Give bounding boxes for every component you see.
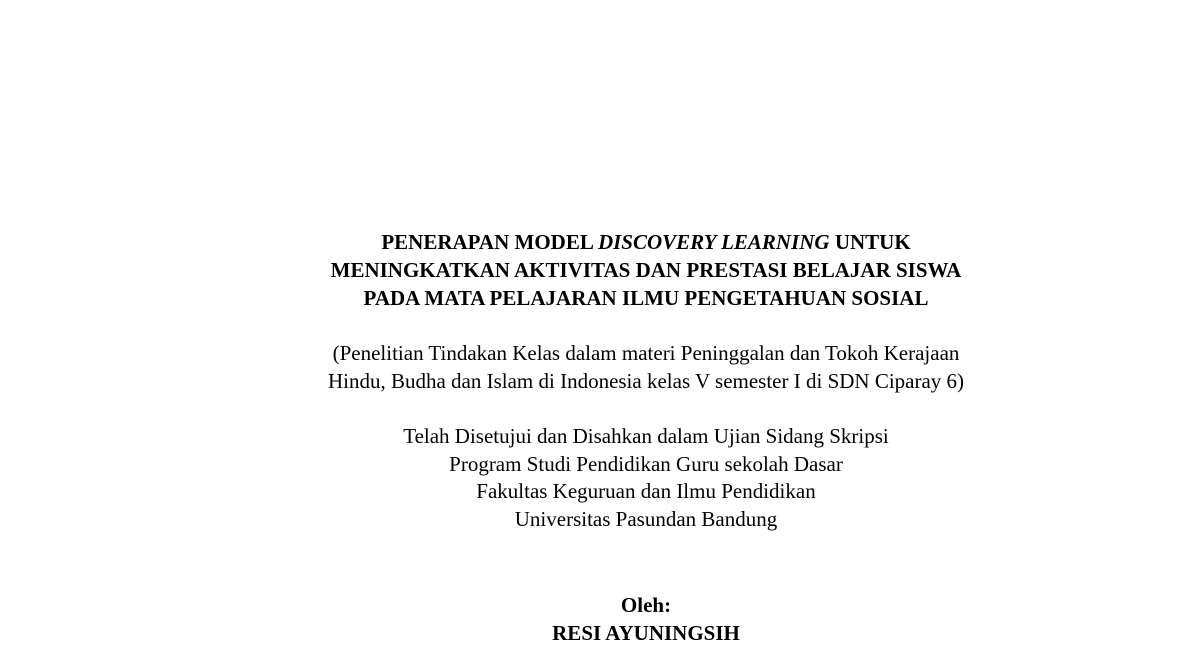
author-name: RESI AYUNINGSIH: [552, 621, 740, 645]
research-subtitle: [0, 339, 1200, 395]
approval-line-4: Universitas Pasundan Bandung: [514, 506, 778, 531]
subtitle-line-1: (Penelitian Tindakan Kelas dalam materi Peninggalan dan Tokoh Kerajaan: [332, 341, 960, 365]
approval-line-1: Telah Disetujui dan Disahkan dalam Ujian Sidang Skripsi: [403, 424, 889, 448]
title-line-1-start: PENERAPAN MODEL: [381, 230, 598, 254]
approval-line-3: Fakultas Keguruan dan Ilmu Pendidikan: [476, 479, 816, 503]
title-line-1-end: UNTUK: [829, 230, 911, 254]
approval-statement: [0, 423, 1200, 533]
title-italic-term: DISCOVERY LEARNING: [597, 230, 830, 254]
title-line-1: [0, 228, 1200, 256]
document-title: [0, 228, 1200, 312]
approval-line-2: Program Studi Pendidikan Guru sekolah Dasar: [449, 451, 843, 476]
by-label: Oleh:: [620, 593, 672, 617]
subtitle-line-2: Hindu, Budha dan Islam di Indonesia kelas V semester I di SDN Ciparay 6): [327, 369, 965, 393]
title-line-3: PADA MATA PELAJARAN ILMU PENGETAHUAN SOSIAL: [363, 286, 929, 310]
title-line-2: MENINGKATKAN AKTIVITAS DAN PRESTASI BELAJAR SISWA: [330, 258, 962, 282]
